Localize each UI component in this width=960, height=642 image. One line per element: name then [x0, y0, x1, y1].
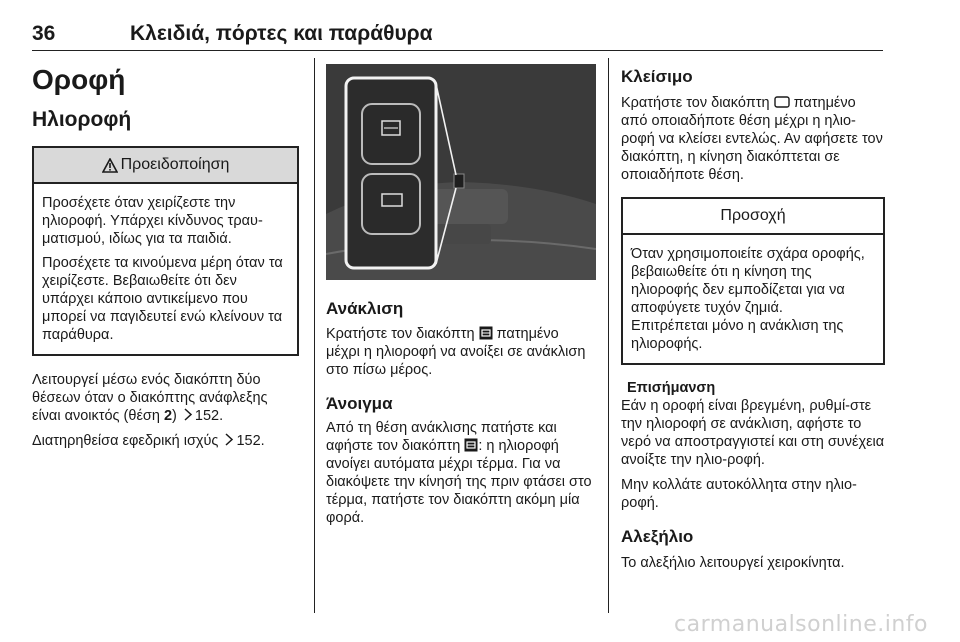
tilt-text-post: πατημένο μέχρι η ηλιοροφή να ανοίξει σε ανάκλιση στο πίσω μέρος.: [326, 326, 586, 378]
open-heading: Άνοιγμα: [326, 394, 393, 413]
page-number: 36: [32, 22, 56, 45]
warning-box-title: Προειδοποίηση: [120, 156, 230, 173]
tilt-switch-icon: [479, 326, 493, 340]
caution-paragraph: Επιτρέπεται μόνο η ανάκλιση της ηλιοροφής.: [631, 318, 844, 352]
close-paragraph: [621, 94, 885, 184]
open-text-pre: Από τη θέση ανάκλισης πατήστε και αφήστε τον διακόπτη: [326, 420, 557, 454]
tilt-switch-icon: [464, 438, 478, 452]
note-text: Εάν η οροφή είναι βρεγμένη, ρυθμί-στε την ηλιοροφή σε ανάκλιση, αφήστε το νερό να αποστραγγιστεί και στη συνέχεια ανοίξτε την ηλιο-ροφή.: [621, 398, 885, 468]
sunshade-paragraph: Το αλεξήλιο λειτουργεί χειροκίνητα.: [621, 555, 845, 571]
section-title: Οροφή: [32, 64, 126, 95]
tilt-heading: Ανάκλιση: [326, 299, 404, 318]
caution-box-title: Προσοχή: [720, 207, 786, 224]
operation-text-mid: ): [172, 408, 181, 424]
close-switch-icon: [774, 95, 790, 109]
tilt-text-pre: Κρατήστε τον διακόπτη: [326, 326, 479, 342]
header-divider: [32, 50, 883, 51]
close-text-post: πατημένο από οποιαδήποτε θέση μέχρι η ηλιο-ροφή να κλείσει εντελώς. Αν αφήσετε τον διακόπτη, η κίνηση διακόπτεται σε οποιαδήποτε θέση.: [621, 95, 883, 183]
note-title: Επισήμανση: [627, 380, 716, 396]
warning-box-header: [34, 148, 297, 184]
open-text-post: : η ηλιοροφή ανοίγει αυτόματα μέχρι τέρμα. Για να διακόψετε την κίνησή της πριν φτάσει στο τέρμα, πατήστε τον διακόπτη ακόμη μία φορά.: [326, 438, 592, 526]
note-block: [621, 379, 885, 469]
caution-box-body: [623, 235, 883, 363]
operation-text: Λειτουργεί μέσω ενός διακόπτη δύο θέσεων όταν ο διακόπτης ανάφλεξης είναι ανοικτός (θέση: [32, 372, 268, 424]
backup-power-text: Διατηρηθείσα εφεδρική ισχύς: [32, 433, 223, 449]
warning-paragraph: Προσέχετε τα κινούμενα μέρη όταν τα χειρίζεστε. Βεβαιωθείτε ότι δεν υπάρχει κάποιο αντικείμενο που μπορεί να παγιδευτεί ενώ κλείνουν τα παράθυρα.: [42, 255, 283, 343]
chapter-title: Κλειδιά, πόρτες και παράθυρα: [130, 22, 433, 45]
watermark: carmanualsonline.info: [674, 612, 928, 637]
caution-paragraph: Όταν χρησιμοποιείτε σχάρα οροφής, βεβαιωθείτε ότι η κίνηση της ηλιοροφής δεν εμποδίζεται για να αποφύγετε τυχόν ζημιά.: [631, 246, 865, 316]
open-paragraph: [326, 419, 596, 527]
sunroof-console-drawing: [326, 64, 596, 280]
sunroof-switch-illustration: [326, 64, 596, 280]
left-column: [32, 58, 299, 450]
middle-column: [326, 58, 596, 527]
warning-box-body: [34, 184, 297, 354]
page-reference-link[interactable]: 152.: [194, 408, 224, 424]
sunshade-heading: Αλεξήλιο: [621, 527, 694, 546]
warning-box: [32, 146, 299, 356]
column-divider-left: [314, 58, 315, 613]
caution-box: [621, 197, 885, 365]
close-heading: Κλείσιμο: [621, 67, 693, 86]
page-header: [32, 22, 882, 50]
subsection-title: Ηλιοροφή: [32, 108, 132, 131]
warning-paragraph: Προσέχετε όταν χειρίζεστε την ηλιοροφή. Υπάρχει κίνδυνος τραυ-ματισμού, ιδίως για τα παιδιά.: [42, 195, 263, 247]
sticker-paragraph: Μην κολλάτε αυτοκόλλητα στην ηλιο-ροφή.: [621, 477, 857, 511]
column-divider-right: [608, 58, 609, 613]
operation-paragraph: [32, 371, 299, 425]
caution-box-header: [623, 199, 883, 235]
right-column: [621, 58, 885, 572]
backup-power-paragraph: [32, 432, 299, 450]
tilt-paragraph: [326, 325, 596, 379]
close-text-pre: Κρατήστε τον διακόπτη: [621, 95, 774, 111]
warning-triangle-icon: [102, 158, 118, 173]
page-reference-link[interactable]: 152.: [236, 433, 265, 449]
ignition-position: 2: [163, 408, 173, 424]
page-reference-arrow-icon[interactable]: [224, 433, 234, 446]
page-reference-arrow-icon[interactable]: [183, 408, 193, 421]
